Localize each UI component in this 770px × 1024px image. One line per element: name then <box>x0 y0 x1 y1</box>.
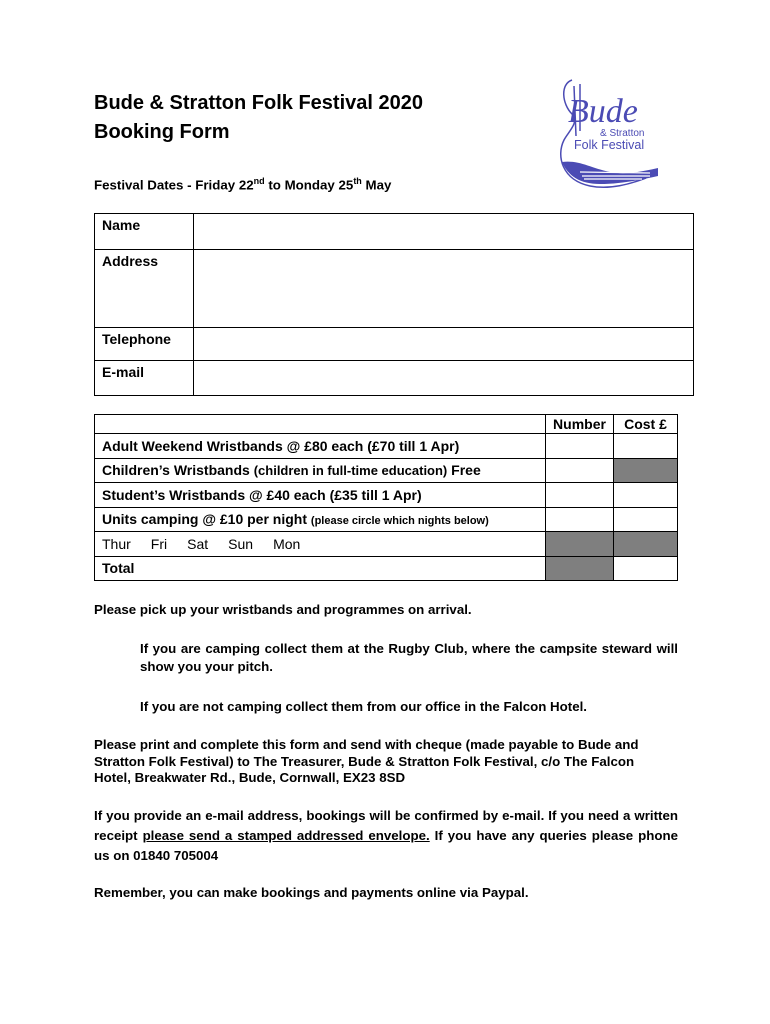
telephone-row <box>95 328 694 361</box>
children-number-field[interactable] <box>546 458 614 483</box>
contact-table <box>94 213 694 396</box>
email-label: E-mail <box>95 361 194 396</box>
name-field[interactable] <box>194 214 694 250</box>
address-row <box>95 250 694 328</box>
booking-table <box>94 414 678 581</box>
telephone-field[interactable] <box>194 328 694 361</box>
email-note: If you provide an e-mail address, bookings will be confirmed by e-mail. If you need a written receipt please send a stamped addressed envelope. If you have any queries please phone us on 01840 705004 <box>94 808 678 863</box>
children-row <box>95 458 678 483</box>
camping-number-field[interactable] <box>546 507 614 532</box>
logo-word-bude: Bude <box>568 93 638 130</box>
adult-number-field[interactable] <box>546 434 614 459</box>
paypal-note: Remember, you can make bookings and payments online via Paypal. <box>94 885 529 900</box>
name-label: Name <box>95 214 194 250</box>
camping-days <box>95 532 546 557</box>
email-field[interactable] <box>194 361 694 396</box>
children-label: Children’s Wristbands (children in full-time education) Free <box>95 458 546 483</box>
dates-sup-1: nd <box>253 176 265 186</box>
student-cost-field[interactable] <box>614 483 678 508</box>
dates-sup-2: th <box>353 176 362 186</box>
adult-label: Adult Weekend Wristbands @ £80 each (£70 till 1 Apr) <box>95 434 546 459</box>
camping-label: Units camping @ £10 per night (please circle which nights below) <box>95 507 546 532</box>
print-instructions: Please print and complete this form and send with cheque (made payable to Bude and Stratton Folk Festival) to The Treasurer, Bude & Stratton Folk Festival, c/o The Falcon Hotel, Breakwater Rd., Bude, Cornwall, EX23 8SD <box>94 737 639 785</box>
number-column-header: Number <box>546 415 614 434</box>
logo-word-folk: Folk Festival <box>574 138 645 152</box>
days-row <box>95 532 678 557</box>
email-row <box>95 361 694 396</box>
days-cost-shaded <box>614 532 678 557</box>
address-label: Address <box>95 250 194 328</box>
dates-mid: to Monday 25 <box>264 177 354 193</box>
festival-dates <box>94 176 391 192</box>
name-row <box>95 214 694 250</box>
days-number-shaded <box>546 532 614 557</box>
camping-note: If you are camping collect them at the Rugby Club, where the campsite steward will show you your pitch. <box>140 641 678 674</box>
day-sat[interactable]: Sat <box>187 535 209 552</box>
form-title <box>94 89 423 147</box>
student-row <box>95 483 678 508</box>
address-field[interactable] <box>194 250 694 328</box>
adult-cost-field[interactable] <box>614 434 678 459</box>
title-line-1: Bude & Stratton Folk Festival 2020 <box>94 92 423 114</box>
day-fri[interactable]: Fri <box>150 535 168 552</box>
day-sun[interactable]: Sun <box>228 535 254 552</box>
total-number-shaded <box>546 556 614 581</box>
day-thur[interactable]: Thur <box>102 535 131 552</box>
dates-prefix: Festival Dates - Friday 22 <box>94 177 254 193</box>
total-label: Total <box>95 556 546 581</box>
adult-row <box>95 434 678 459</box>
booking-header-row <box>95 415 678 434</box>
festival-logo <box>550 76 670 192</box>
telephone-label: Telephone <box>95 328 194 361</box>
title-line-2: Booking Form <box>94 121 230 143</box>
logo-word-stratton: & Stratton <box>600 128 645 139</box>
camping-row <box>95 507 678 532</box>
student-number-field[interactable] <box>546 483 614 508</box>
not-camping-note: If you are not camping collect them from our office in the Falcon Hotel. <box>140 699 587 714</box>
total-cost-field[interactable] <box>614 556 678 581</box>
cost-column-header: Cost £ <box>614 415 678 434</box>
student-label: Student’s Wristbands @ £40 each (£35 till 1 Apr) <box>95 483 546 508</box>
total-row <box>95 556 678 581</box>
camping-cost-field[interactable] <box>614 507 678 532</box>
sae-link: please send a stamped addressed envelope. <box>142 828 430 843</box>
children-cost-shaded <box>614 458 678 483</box>
pickup-note: Please pick up your wristbands and programmes on arrival. <box>94 602 472 617</box>
day-mon[interactable]: Mon <box>273 535 301 552</box>
dates-suffix: May <box>361 177 392 193</box>
